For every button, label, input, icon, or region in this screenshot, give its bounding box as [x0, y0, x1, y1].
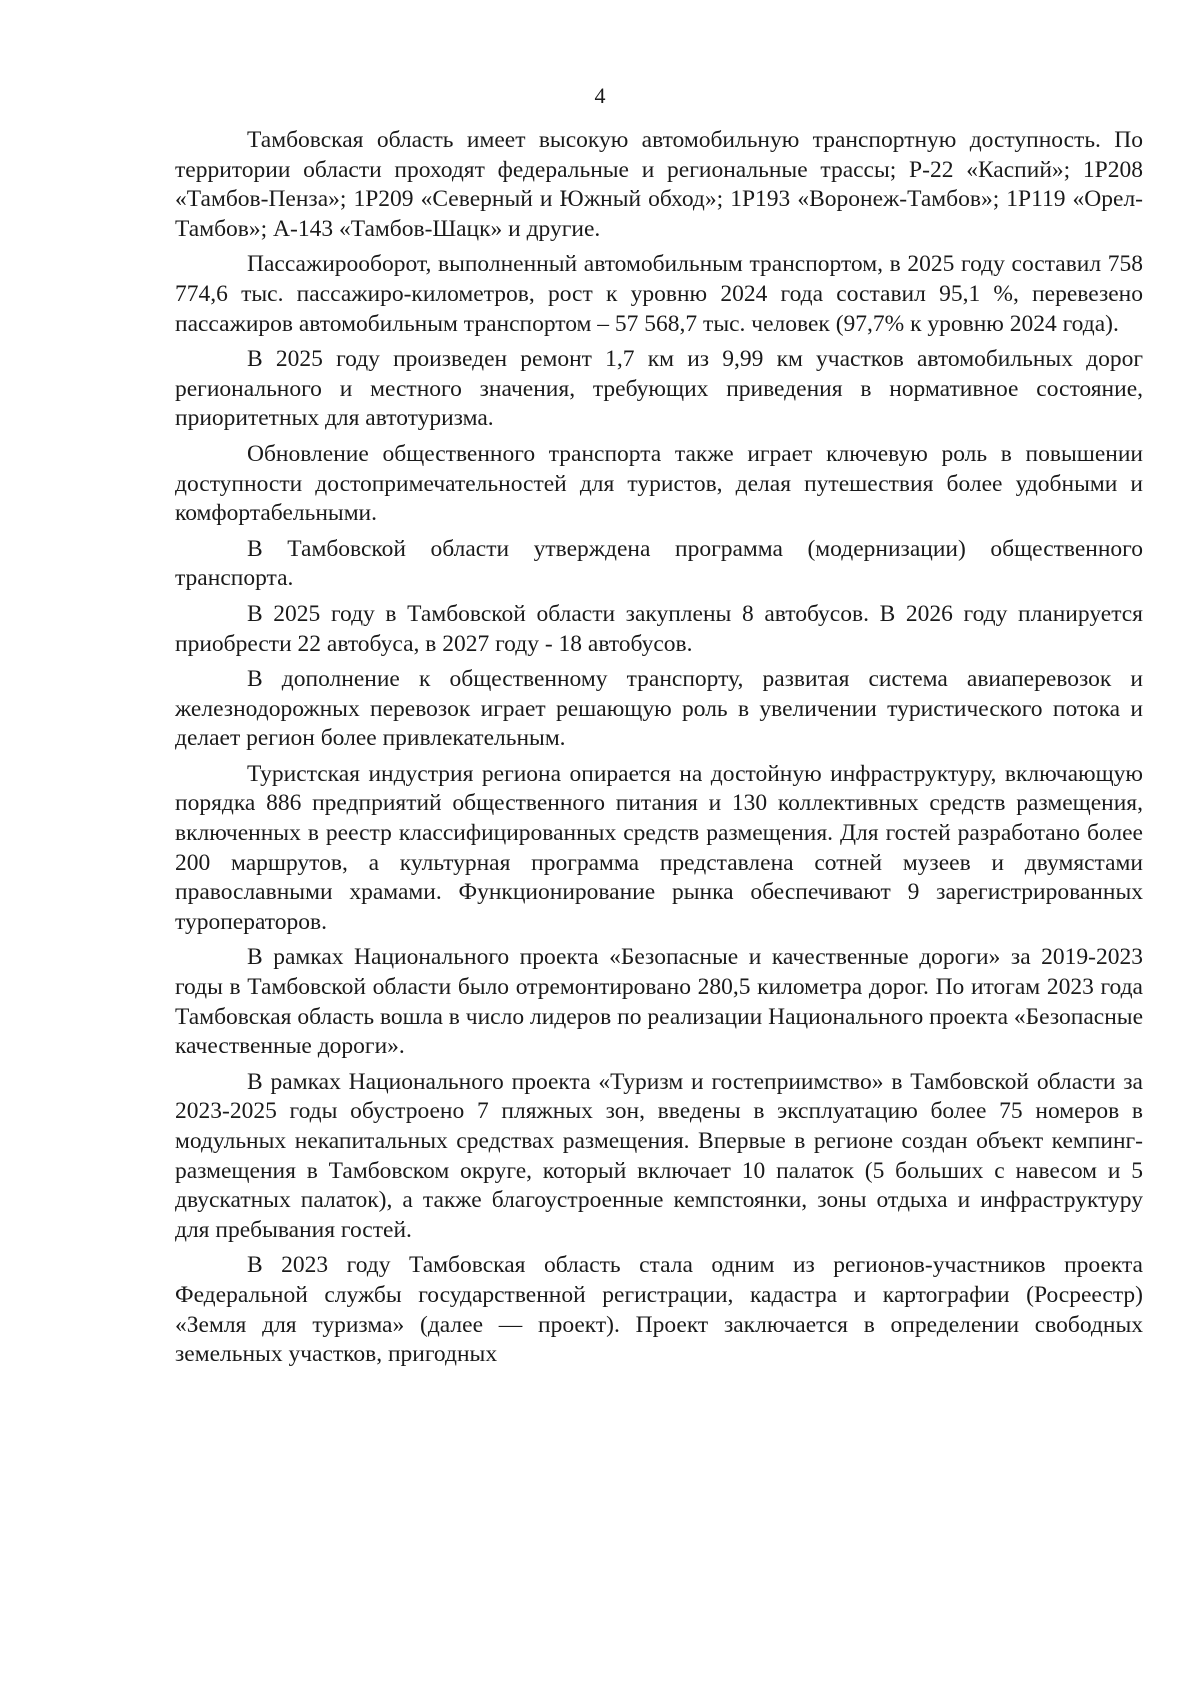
- paragraph-tourism-hospitality-project: В рамках Национального проекта «Туризм и гостеприимство» в Тамбовской области за 2023-2025 годы обустроено 7 пляжных зон, введены в эксплуатацию более 75 номеров в модульных некапитальных средствах размещения. Впервые в регионе создан объект кемпинг-размещения в Тамбовском округе, который включает 10 палаток (5 больших с навесом и 5 двускатных палаток), а также благоустроенные кемпстоянки, зоны отдыха и инфраструктуру для пребывания гостей.: [175, 1068, 1143, 1243]
- paragraph-tourism-infrastructure: Туристская индустрия региона опирается на достойную инфраструктуру, включающую порядка 886 предприятий общественного питания и 130 коллективных средств размещения, включенных в реестр классифицированных средств размещения. Для гостей разработано более 200 маршрутов, а культурная программа представлена сотней музеев и двумястами православными храмами. Функционирование рынка обеспечивают 9 зарегистрированных туроператоров.: [175, 760, 1143, 935]
- paragraph-land-for-tourism: В 2023 году Тамбовская область стала одним из регионов-участников проекта Федеральной службы государственной регистрации, кадастра и картографии (Росреестр) «Земля для туризма» (далее — проект). Проект заключается в определении свободных земельных участков, пригодных: [175, 1252, 1143, 1368]
- paragraph-transport-renewal: Обновление общественного транспорта также играет ключевую роль в повышении доступности достопримечательностей для туристов, делая путешествия более удобными и комфортабельными.: [175, 440, 1143, 527]
- paragraph-road-repair: В 2025 году произведен ремонт 1,7 км из 9,99 км участков автомобильных дорог регионального и местного значения, требующих приведения в нормативное состояние, приоритетных для автотуризма.: [175, 346, 1143, 432]
- paragraph-bus-purchases: В 2025 году в Тамбовской области закуплены 8 автобусов. В 2026 году планируется приобрести 22 автобуса, в 2027 году - 18 автобусов.: [175, 600, 1143, 657]
- paragraph-road-access: Тамбовская область имеет высокую автомобильную транспортную доступность. По территории области проходят федеральные и региональные трассы; Р-22 «Каспий»; 1Р208 «Тамбов-Пенза»; 1Р209 «Северный и Южный обход»; 1Р193 «Воронеж-Тамбов»; 1Р119 «Орел-Тамбов»; А-143 «Тамбов-Шацк» и другие.: [175, 127, 1143, 242]
- paragraph-modernization-program: В Тамбовской области утверждена программа (модернизации) общественного транспорта.: [175, 535, 1143, 592]
- paragraph-air-rail: В дополнение к общественному транспорту, развитая система авиаперевозок и железнодорожных перевозок играет решающую роль в увеличении туристического потока и делает регион более привлекательным.: [175, 666, 1143, 752]
- document-body: [175, 126, 1143, 1370]
- paragraph-passenger-turnover: Пассажирооборот, выполненный автомобильным транспортом, в 2025 году составил 758 774,6 тыс. пассажиро-километров, рост к уровню 2024 года составил 95,1 %, перевезено пассажиров автомобильным транспортом – 57 568,7 тыс. человек (97,7% к уровню 2024 года).: [175, 251, 1143, 337]
- page-number: 4: [594, 83, 606, 108]
- paragraph-safe-roads-project: В рамках Национального проекта «Безопасные и качественные дороги» за 2019-2023 годы в Тамбовской области было отремонтировано 280,5 километра дорог. По итогам 2023 года Тамбовская область вошла в число лидеров по реализации Национального проекта «Безопасные качественные дороги».: [175, 944, 1143, 1060]
